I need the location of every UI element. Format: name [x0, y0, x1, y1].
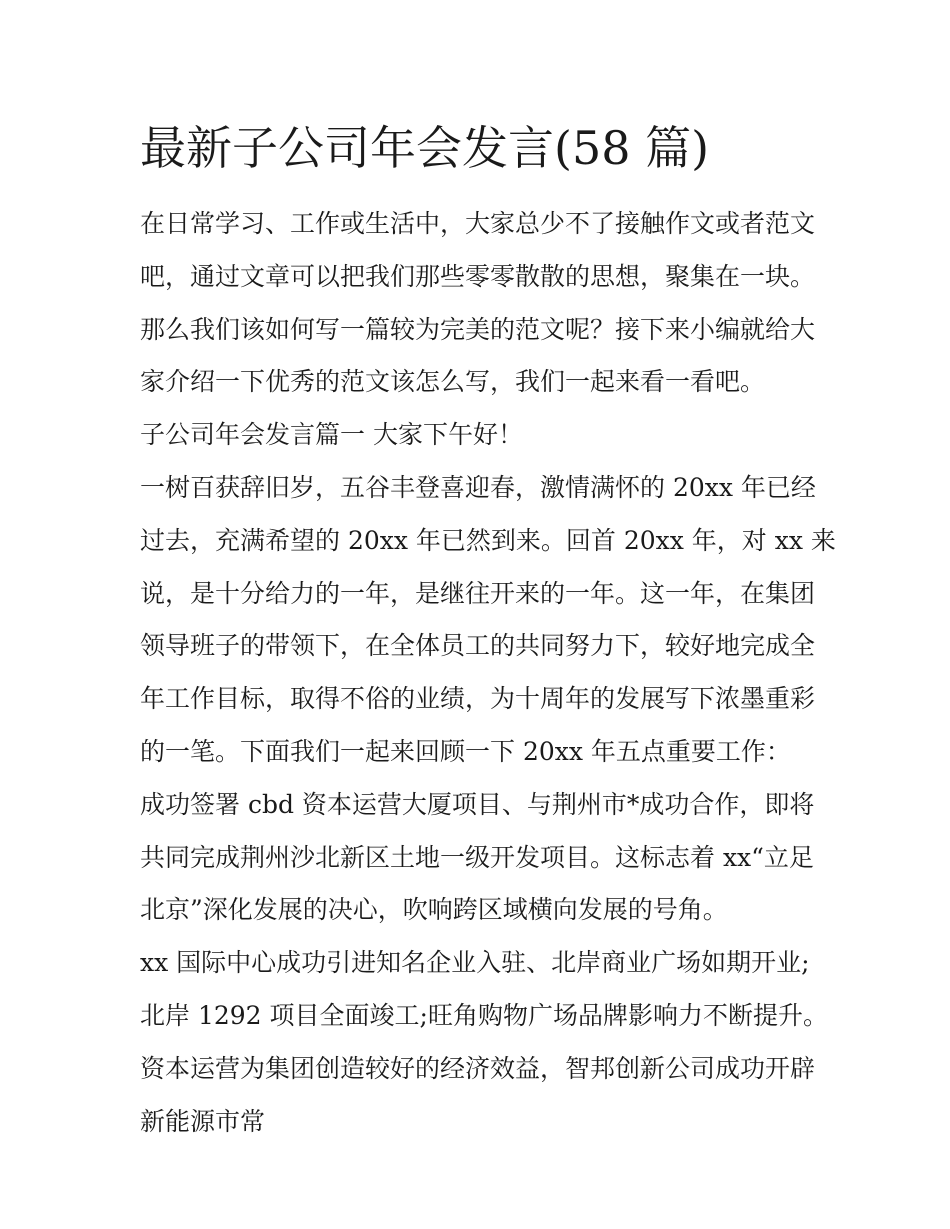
body-line: 北京”深化发展的决心，吹响跨区域横向发展的号角。 — [140, 895, 728, 925]
body-line: 共同完成荆州沙北新区土地一级开发项目。这标志着 xx“立足 — [140, 842, 814, 872]
body-line: 说，是十分给力的一年，是继往开来的一年。这一年，在集团 — [140, 578, 816, 608]
document-title: 最新子公司年会发言(58 篇) — [140, 121, 710, 175]
section-heading-line: 子公司年会发言篇一 大家下午好！ — [140, 420, 523, 450]
body-line: 新能源市常 — [140, 1106, 266, 1136]
body-line: 在日常学习、工作或生活中，大家总少不了接触作文或者范文 — [140, 209, 816, 238]
body-line: 北岸 1292 项目全面竣工;旺角购物广场品牌影响力不断提升。 — [140, 1000, 828, 1030]
document-body — [140, 198, 836, 1148]
body-line: 过去，充满希望的 20xx 年已然到来。回首 20xx 年，对 xx 来 — [140, 525, 836, 555]
body-line: 资本运营为集团创造较好的经济效益，智邦创新公司成功开辟 — [140, 1053, 816, 1083]
body-line: xx 国际中心成功引进知名企业入驻、北岸商业广场如期开业; — [140, 948, 810, 978]
body-line: 那么我们该如何写一篇较为完美的范文呢？接下来小编就给大 — [140, 314, 816, 344]
body-line: 成功签署 cbd 资本运营大厦项目、与荆州市*成功合作，即将 — [140, 789, 815, 819]
body-line: 领导班子的带领下，在全体员工的共同努力下，较好地完成全 — [140, 631, 816, 661]
body-line: 家介绍一下优秀的范文该怎么写，我们一起来看一看吧。 — [140, 367, 766, 397]
body-line: 的一笔。下面我们一起来回顾一下 20xx 年五点重要工作： — [140, 736, 791, 766]
body-line: 一树百获辞旧岁，五谷丰登喜迎春，激情满怀的 20xx 年已经 — [140, 472, 816, 502]
body-line: 吧，通过文章可以把我们那些零零散散的思想，聚集在一块。 — [140, 261, 816, 291]
body-line: 年工作目标，取得不俗的业绩，为十周年的发展写下浓墨重彩 — [140, 684, 816, 714]
